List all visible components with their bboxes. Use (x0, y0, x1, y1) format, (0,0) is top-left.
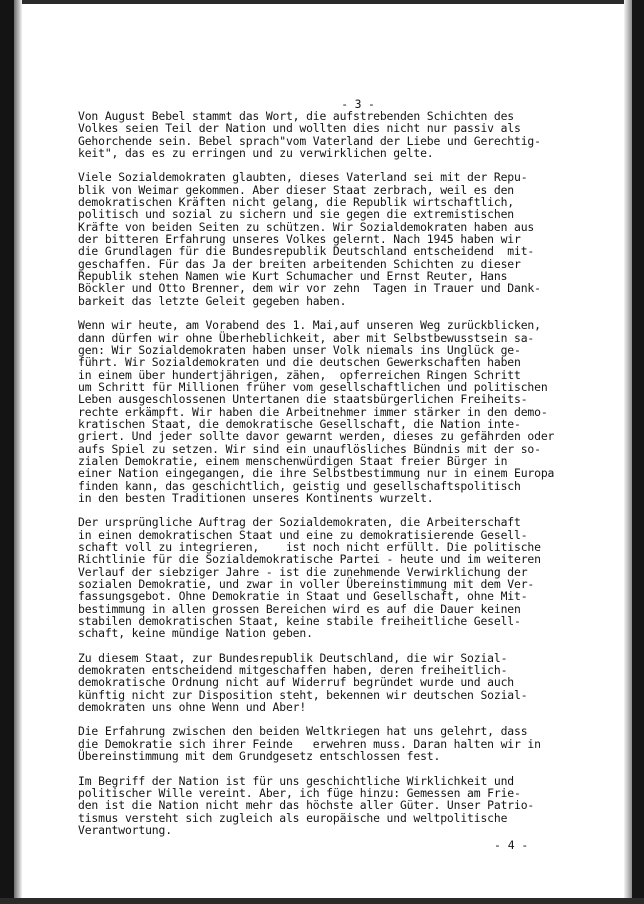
text-line: keit", das es zu erringen und zu verwirklichen gelte. (78, 146, 434, 161)
paragraph (78, 652, 618, 714)
text-line: demokratischen Kräften nicht gelang, die Republik wirtschaftlich, (78, 195, 515, 210)
paragraph (78, 319, 618, 504)
scan-border-bottom (0, 898, 644, 904)
scan-border-top (0, 0, 644, 4)
scan-shadow-right (624, 0, 632, 904)
text-line: geschaffen. Für das Ja der breiten arbeitenden Schichten zu dieser (78, 256, 521, 271)
text-line: Der ursprüngliche Auftrag der Sozialdemokraten, die Arbeiterschaft (78, 515, 521, 530)
text-line: künftig nicht zur Disposition steht, bekennen wir deutschen Sozial- (78, 687, 528, 702)
text-line: einer Nation eingegangen, die ihre Selbstbestimmung nur in einem Europa (78, 466, 555, 481)
text-line: Die Erfahrung zwischen den beiden Weltkriegen hat uns gelehrt, dass (78, 724, 528, 739)
text-line: blik von Weimar gekommen. Aber dieser Staat zerbrach, weil es den (78, 182, 515, 197)
next-page-marker: - 4 - (494, 838, 529, 852)
text-line: rechte erkämpft. Wir haben die Arbeitnehmer immer stärker in den demo- (78, 404, 548, 419)
text-line: bestimmung in allen grossen Bereichen wird es auf die Dauer keinen (78, 601, 521, 616)
text-line: griert. Und jeder sollte davor gewarnt werden, dieses zu gefährden oder (78, 429, 555, 444)
text-line: zialen Demokratie, einem menschenwürdigen Staat freier Bürger in (78, 453, 508, 468)
text-line: Republik stehen Namen wie Kurt Schumacher und Ernst Reuter, Hans (78, 269, 508, 284)
text-line: Von August Bebel stammt das Wort, die aufstrebenden Schichten des (78, 109, 515, 123)
text-line: Wenn wir heute, am Vorabend des 1. Mai,auf unseren Weg zurückblicken, (78, 318, 541, 333)
text-line: Verantwortung. (78, 822, 172, 837)
text-line: Richtlinie für die Sozialdemokratische Partei - heute und im weiteren (78, 552, 541, 567)
text-line: tismus versteht sich zugleich als europäische und weltpolitische (78, 810, 508, 825)
text-line: um Schritt für Millionen früher vom gesellschaftlichen und politischen (78, 379, 548, 394)
text-line: Verlauf der siebziger Jahre - ist die zunehmende Verwirklichung der (78, 564, 528, 579)
text-line: Gehorchende sein. Bebel sprach"vom Vaterland der Liebe und Gerechtig- (78, 133, 541, 148)
text-line: Leben ausgeschlossenen Untertanen die staatsbürgerlichen Freiheits- (78, 392, 528, 407)
text-line: dann dürfen wir ohne Überheblichkeit, aber mit Selbstbewusstsein sa- (78, 330, 535, 345)
text-line: aufs Spiel zu setzen. Wir sind ein unauflösliches Bündnis mit der so- (78, 441, 541, 456)
text-line: politischer Wille vereint. Aber, ich füge hinzu: Gemessen am Frie- (78, 785, 521, 800)
text-line: Volkes seien Teil der Nation und wollten dies nicht nur passiv als (78, 121, 521, 136)
text-line: barkeit das letzte Geleit gegeben haben. (78, 293, 347, 308)
paragraph-list (78, 110, 618, 836)
text-line: sozialen Demokratie, und zwar in voller Übereinstimmung mit dem Ver- (78, 577, 535, 592)
text-line: Viele Sozialdemokraten glaubten, dieses Vaterland sei mit der Repu- (78, 170, 528, 185)
text-line: Böckler und Otto Brenner, dem wir vor zehn Tagen in Trauer und Dank- (78, 281, 541, 296)
text-line: schaft voll zu integrieren, ist noch nicht erfüllt. Die politische (78, 540, 541, 554)
paragraph (78, 725, 618, 762)
text-line: in einen demokratischen Staat und eine zu demokratisierende Gesell- (78, 527, 528, 542)
text-line: in den besten Traditionen unseres Kontinents wurzelt. (78, 490, 434, 505)
paragraph (78, 110, 618, 159)
typewritten-page (78, 98, 618, 848)
paragraph (78, 171, 618, 307)
text-line: demokratische Ordnung nicht auf Widerruf begründet wurde und auch (78, 675, 515, 690)
text-line: kratischen Staat, die demokratische Gesellschaft, die Nation inte- (78, 416, 521, 431)
text-line: Übereinstimmung mit dem Grundgesetz entschlossen fest. (78, 749, 441, 764)
text-line: demokraten entscheidend mitgeschaffen haben, deren freiheitlich- (78, 663, 508, 678)
paragraph (78, 516, 618, 639)
text-line: politisch und sozial zu sichern und sie gegen die extremistischen (78, 207, 515, 222)
page-number: - 3 - (341, 97, 375, 111)
text-line: in einem über hundertjährigen, zähen, opferreichen Ringen Schritt (78, 367, 521, 382)
text-line: den ist die Nation nicht mehr das höchste aller Güter. Unser Patrio- (78, 798, 535, 813)
text-line: Zu diesem Staat, zur Bundesrepublik Deutschland, die wir Sozial- (78, 650, 508, 665)
text-line: fassungsgebot. Ohne Demokratie in Staat und Gesellschaft, ohne Mit- (78, 589, 528, 604)
text-line: führt. Wir Sozialdemokraten und die deutschen Gewerkschaften haben (78, 355, 521, 370)
paragraph (78, 775, 618, 837)
scan-shadow-left (14, 0, 22, 904)
text-line: stabilen demokratischen Staat, keine stabile freiheitliche Gesell- (78, 614, 521, 629)
text-line: Kräfte von beiden Seiten zu schützen. Wir Sozialdemokraten haben aus (78, 219, 535, 234)
text-line: die Demokratie sich ihrer Feinde erwehren muss. Daran halten wir in (78, 736, 541, 751)
text-line: Im Begriff der Nation ist für uns geschichtliche Wirklichkeit und (78, 773, 515, 788)
text-line: demokraten uns ohne Wenn und Aber! (78, 700, 307, 715)
scan-border-left (0, 0, 14, 904)
text-line: der bitteren Erfahrung unseres Volkes gelernt. Nach 1945 haben wir (78, 232, 521, 247)
text-line: gen: Wir Sozialdemokraten haben unser Volk niemals ins Unglück ge- (78, 342, 521, 357)
text-line: die Grundlagen für die Bundesrepublik Deutschland entscheidend mit- (78, 244, 535, 259)
text-line: finden kann, das geschichtlich, geistig und gesellschaftspolitisch (78, 478, 521, 493)
text-line: schaft, keine mündige Nation geben. (78, 626, 313, 641)
scan-border-right (632, 0, 644, 904)
